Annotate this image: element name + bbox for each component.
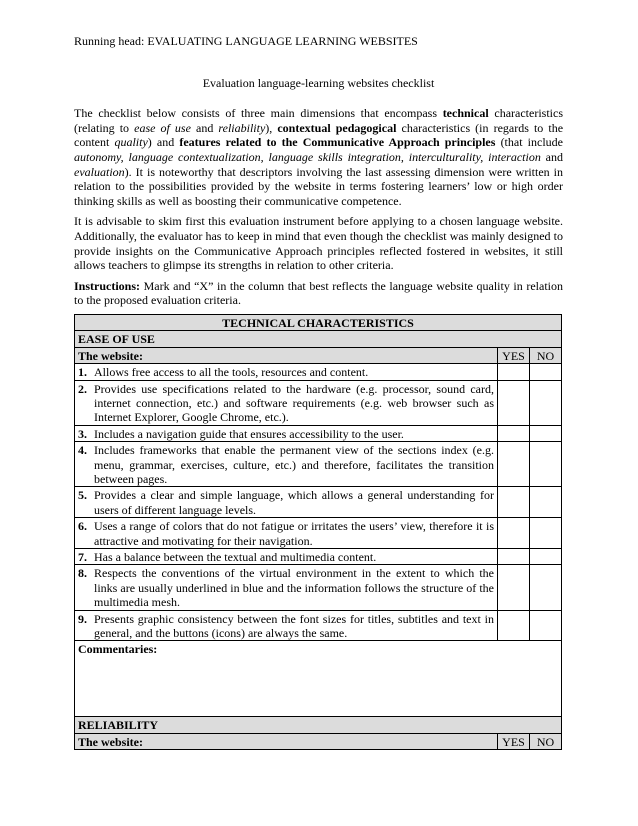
criterion-cell [75,442,498,487]
checklist-table [74,314,562,750]
criterion-text: Respects the conventions of the virtual environment in the extent to which the links are usually underlined in blue and the information follows the structure of the multimedia mesh. [94,566,494,610]
advice-paragraph: It is advisable to skim first this evaluation instrument before applying to a chosen language website. Additionally, the evaluator has to keep in mind that even though the checklist was mainly designed to provide insights on the Communicative Approach principles reflected fostered in websites, it still allows teachers to glimpse its strengths in relation to other criteria. [74,214,563,273]
intro-italic-ease-of-use: ease of use [134,120,191,135]
no-cell[interactable] [530,487,562,518]
commentaries-row [75,641,562,717]
no-cell[interactable] [530,610,562,641]
criterion-number: 3. [78,426,87,441]
intro-text-5: characteristics (in regards to the content [74,120,564,150]
criterion-text: Includes a navigation guide that ensures accessibility to the user. [94,426,404,441]
commentaries-cell[interactable] [75,641,562,717]
intro-text-2: characteristics (relating to [74,106,563,135]
intro-italic-evaluation: evaluation [74,164,125,179]
yes-cell[interactable] [498,487,530,518]
yes-header-2: YES [498,733,530,749]
intro-text-8: and [540,149,564,164]
subsection-row [75,331,562,347]
document-page [74,34,563,750]
website-label-2: The website: [75,733,498,749]
criterion-cell [75,565,498,610]
column-header-row-2 [75,733,562,749]
intro-italic-reliability: reliability [218,120,266,135]
running-head: Running head: EVALUATING LANGUAGE LEARNING WEBSITES [74,34,418,48]
table-row [75,549,562,565]
yes-cell[interactable] [498,610,530,641]
section-header-row [75,314,562,330]
section-title: TECHNICAL CHARACTERISTICS [75,314,562,330]
table-row [75,487,562,518]
document-title: Evaluation language-learning websites checklist [202,75,435,90]
intro-text-3: and [190,120,219,135]
table-row [75,518,562,549]
intro-italic-principles: autonomy, language contextualization, language skills integration, interculturality, interaction [74,149,541,164]
intro-text-1: The checklist below consists of three main dimensions that encompass [74,106,443,121]
criterion-text: Provides use specifications related to the hardware (e.g. processor, sound card, internet connection, etc.) and software requirements (e.g. web browser such as Internet Explorer, Google Chrome, etc.). [94,381,494,425]
instructions-text: Mark and “X” in the column that best reflects the language website quality in relation to the proposed evaluation criteria. [74,278,563,308]
criterion-cell [75,364,498,380]
intro-bold-technical: technical [442,106,489,121]
no-cell[interactable] [530,565,562,610]
no-cell[interactable] [530,442,562,487]
criterion-number: 1. [78,365,87,380]
no-cell[interactable] [530,364,562,380]
table-row [75,442,562,487]
criterion-number: 5. [78,488,87,503]
yes-cell[interactable] [498,565,530,610]
intro-text-4: ), [265,120,278,135]
yes-cell[interactable] [498,442,530,487]
criterion-number: 2. [78,381,87,396]
criterion-number: 8. [78,566,87,581]
criterion-cell [75,549,498,565]
criterion-text: Uses a range of colors that do not fatigue or irritates the users’ view, therefore it is attractive and motivating for their navigation. [94,519,494,548]
intro-italic-quality: quality [114,135,148,150]
subsection-reliability: RELIABILITY [75,717,562,733]
instructions-paragraph [74,279,563,308]
criterion-text: Allows free access to all the tools, resources and content. [94,365,369,380]
criterion-text: Has a balance between the textual and multimedia content. [94,550,377,564]
criterion-text: Presents graphic consistency between the font sizes for titles, subtitles and text in general, and the buttons (icons) are always the same. [94,611,494,641]
no-cell[interactable] [530,518,562,549]
no-header-2: NO [530,733,562,749]
no-cell[interactable] [530,380,562,425]
subsection-ease-of-use: EASE OF USE [75,331,562,347]
yes-header: YES [498,347,530,363]
no-cell[interactable] [530,549,562,565]
criterion-number: 7. [78,550,87,564]
table-row [75,380,562,425]
subsection-row-reliability [75,717,562,733]
criterion-cell [75,487,498,518]
criterion-number: 9. [78,611,87,626]
criterion-number: 6. [78,519,87,534]
yes-cell[interactable] [498,380,530,425]
table-row [75,565,562,610]
table-row [75,610,562,641]
no-cell[interactable] [530,425,562,441]
commentaries-label: Commentaries: [78,642,158,657]
yes-cell[interactable] [498,364,530,380]
instructions-label: Instructions: [74,278,141,293]
criterion-text: Provides a clear and simple language, which allows a general understanding for users of different language levels. [94,488,494,517]
intro-bold-contextual: contextual pedagogical [277,120,397,135]
criterion-text: Includes frameworks that enable the permanent view of the sections index (e.g. menu, grammar, exercises, culture, etc.) and therefore, facilitates the transition between pages. [94,443,494,486]
column-header-row [75,347,562,363]
criterion-cell [75,425,498,441]
criterion-cell [75,518,498,549]
yes-cell[interactable] [498,549,530,565]
intro-text-6: ) and [147,135,180,150]
criterion-number: 4. [78,443,87,458]
criterion-cell [75,380,498,425]
table-row [75,364,562,380]
website-label: The website: [75,347,498,363]
intro-paragraph [74,106,563,208]
intro-text-9: ). It is noteworthy that descriptors involving the last assessing dimension were written in relation to the possibilities provided by the website in terms fostering learners’ low or high order thinking skills as well as boosting their communicative competence. [74,164,563,208]
criterion-cell [75,610,498,641]
table-row [75,425,562,441]
intro-text-7: (that include [495,135,564,150]
yes-cell[interactable] [498,518,530,549]
no-header: NO [530,347,562,363]
yes-cell[interactable] [498,425,530,441]
intro-bold-communicative: features related to the Communicative Approach principles [179,135,496,150]
